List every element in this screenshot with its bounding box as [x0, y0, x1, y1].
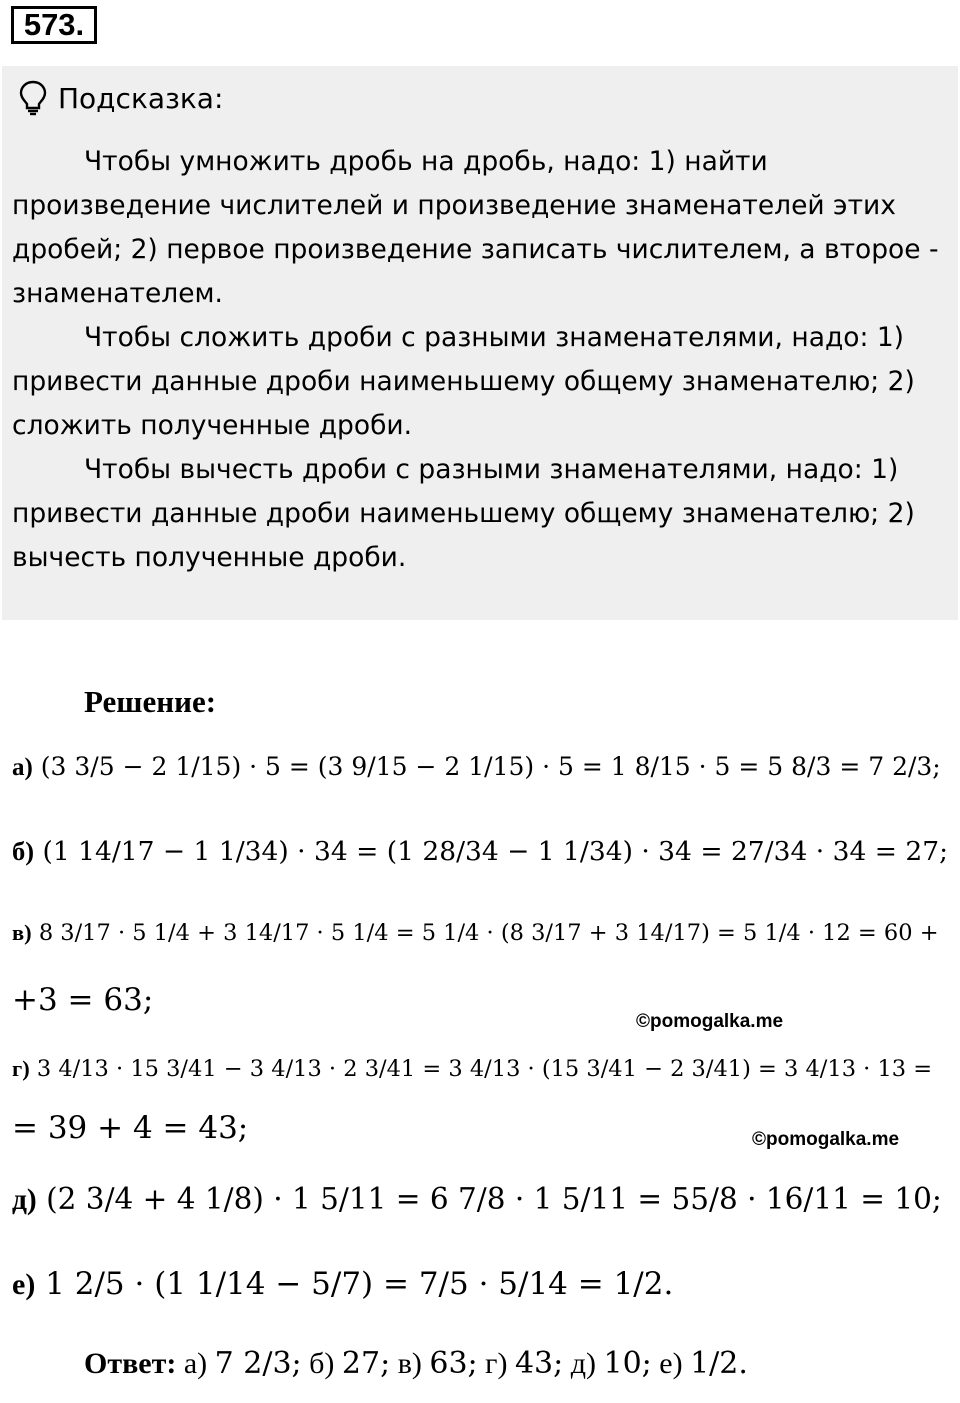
answer-line — [84, 1346, 748, 1381]
math-expression: (2 3/4 + 4 1/8) · 1 5/11 = 6 7/8 · 1 5/11 = 55/8 · 16/11 = 10; — [46, 1182, 942, 1216]
answer-value: 7 2/3; — [214, 1346, 302, 1381]
answer-item-label: д) — [570, 1347, 596, 1380]
answer-value: 63; — [429, 1346, 478, 1381]
hint-paragraph: Чтобы умножить дробь на дробь, надо: 1) найти произведение числителей и произведение знаменателей этих дробей; 2) первое произведение записать числителем, а второе - знаменателем. — [12, 146, 939, 309]
solution-line-v-continuation — [12, 982, 153, 1018]
math-expression: 8 3/17 · 5 1/4 + 3 14/17 · 5 1/4 = 5 1/4 · (8 3/17 + 3 14/17) = 5 1/4 · 12 = 60 + — [38, 920, 939, 946]
math-expression: 3 4/13 · 15 3/41 − 3 4/13 · 2 3/41 = 3 4/13 · (15 3/41 − 2 3/41) = 3 4/13 · 13 = — [36, 1056, 933, 1082]
solution-line-b — [12, 836, 948, 867]
solution-label: Решение: — [84, 684, 217, 719]
answer-item-label: е) — [659, 1347, 683, 1380]
line-label: а) — [12, 754, 33, 781]
watermark: ©pomogalka.me — [636, 1011, 784, 1032]
hint-header — [18, 80, 223, 116]
solution-line-g — [12, 1056, 932, 1082]
answer-item-label: г) — [485, 1347, 508, 1380]
line-label: г) — [12, 1056, 30, 1081]
answer-item-label: в) — [397, 1347, 422, 1380]
line-label: д) — [12, 1184, 37, 1216]
math-expression: = 39 + 4 = 43; — [12, 1110, 249, 1146]
math-expression: (3 3/5 − 2 1/15) · 5 = (3 9/15 − 2 1/15) · 5 = 1 8/15 · 5 = 5 8/3 = 7 2/3; — [40, 752, 941, 781]
answer-item-label: б) — [309, 1347, 335, 1380]
math-expression: 1 2/5 · (1 1/14 − 5/7) = 7/5 · 5/14 = 1/2. — [45, 1266, 674, 1302]
problem-number: 573. — [11, 6, 97, 44]
line-label: е) — [12, 1268, 36, 1301]
hint-paragraph: Чтобы вычесть дроби с разными знаменателями, надо: 1) привести данные дроби наименьшему общему знаменателю; 2) вычесть полученные дроби. — [12, 454, 915, 573]
watermark: ©pomogalka.me — [752, 1129, 900, 1150]
math-expression: +3 = 63; — [12, 982, 154, 1018]
answer-value: 10; — [603, 1346, 652, 1381]
line-label: б) — [12, 836, 35, 866]
solution-line-e — [12, 1266, 673, 1302]
answer-label: Ответ: — [84, 1347, 177, 1380]
hint-title: Подсказка: — [58, 81, 224, 115]
answer-item-label: а) — [183, 1347, 208, 1380]
math-expression: (1 14/17 − 1 1/34) · 34 = (1 28/34 − 1 1/34) · 34 = 27/34 · 34 = 27; — [42, 836, 949, 867]
solution-line-v — [12, 920, 939, 946]
answer-value: 1/2. — [690, 1346, 748, 1381]
hint-text — [12, 140, 952, 580]
solution-line-g-continuation — [12, 1110, 248, 1146]
answer-value: 27; — [341, 1346, 391, 1381]
solution-line-a — [12, 752, 941, 782]
solution-line-d — [12, 1182, 942, 1217]
lightbulb-icon — [18, 80, 48, 116]
answer-value: 43; — [514, 1346, 564, 1381]
hint-paragraph: Чтобы сложить дроби с разными знаменателями, надо: 1) привести данные дроби наименьшему общему знаменателю; 2) сложить полученные дроби. — [12, 322, 915, 441]
line-label: в) — [12, 920, 32, 945]
